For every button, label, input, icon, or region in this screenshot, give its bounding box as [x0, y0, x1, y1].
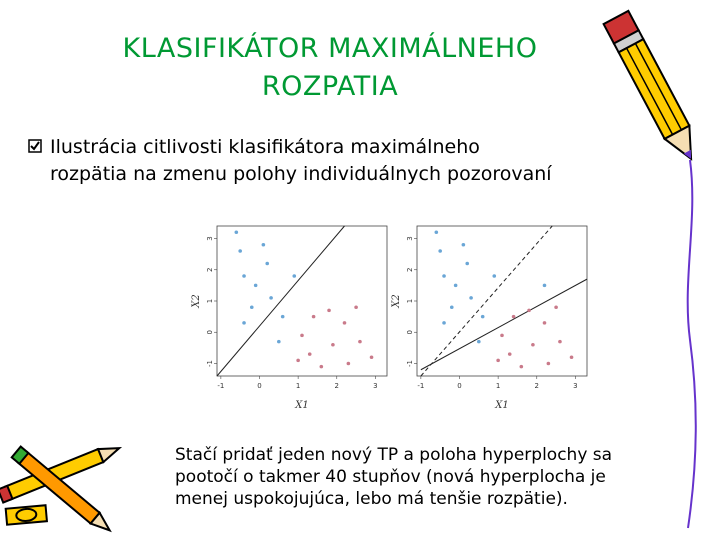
decorative-border-line — [676, 160, 706, 530]
y-tick-label: 2 — [206, 267, 214, 272]
data-point — [300, 334, 304, 338]
caption-line-3: menej uspokojujúca, lebo má tenšie rozpätie). — [175, 489, 568, 509]
data-point — [242, 274, 246, 278]
y-axis-label: X2 — [391, 294, 402, 308]
data-point — [235, 230, 239, 234]
data-point — [312, 315, 316, 319]
data-point — [454, 284, 458, 288]
data-point — [481, 315, 485, 319]
x-tick-label: -1 — [217, 382, 225, 390]
x-tick-label: 1 — [495, 382, 501, 390]
data-point — [265, 262, 269, 266]
x-axis-label: X1 — [495, 400, 509, 411]
data-point — [450, 305, 454, 309]
data-point — [462, 243, 466, 247]
data-point — [238, 249, 242, 253]
y-tick-label: -1 — [206, 360, 214, 367]
x-tick-label: 3 — [373, 382, 378, 390]
x-tick-label: 3 — [573, 382, 578, 390]
y-tick-label: 3 — [206, 236, 214, 241]
data-point — [543, 284, 547, 288]
data-point — [558, 340, 562, 344]
data-point — [442, 274, 446, 278]
data-point — [547, 362, 551, 366]
pencils-icon-small — [0, 430, 150, 530]
data-point — [570, 355, 574, 359]
data-point — [269, 296, 273, 300]
data-point — [465, 262, 469, 266]
data-point — [281, 315, 285, 319]
plot-frame — [417, 226, 587, 376]
data-point — [496, 359, 500, 363]
hyperplane-line — [421, 279, 587, 370]
y-tick-label: 1 — [206, 298, 214, 304]
data-point — [438, 249, 442, 253]
data-point — [469, 296, 473, 300]
y-tick-label: 1 — [406, 298, 414, 304]
caption-line-1: Stačí pridať jeden nový TP a poloha hyperplochy sa — [175, 445, 613, 465]
svm-scatter-plots — [191, 222, 585, 414]
y-tick-label: 2 — [406, 267, 414, 272]
data-point — [254, 284, 258, 288]
x-tick-label: 2 — [534, 382, 540, 390]
x-axis-label: X1 — [295, 400, 309, 411]
data-point — [347, 362, 351, 366]
x-tick-label: 1 — [295, 382, 301, 390]
data-point — [554, 305, 558, 309]
data-point — [262, 243, 266, 247]
bullet-text-line-2: rozpätia na zmenu polohy individuálnych pozorovaní — [50, 163, 552, 185]
data-point — [492, 274, 496, 278]
data-point — [358, 340, 362, 344]
y-tick-label: 0 — [206, 330, 214, 335]
caption-line-2: pootočí o takmer 40 stupňov (nová hyperplocha je — [175, 467, 606, 487]
data-point — [327, 309, 331, 313]
title-line-1: KLASIFIKÁTOR MAXIMÁLNEHO — [122, 33, 538, 64]
data-point — [527, 309, 531, 313]
data-point — [354, 305, 358, 309]
x-tick-label: -1 — [417, 382, 425, 390]
y-tick-label: 0 — [406, 330, 414, 335]
data-point — [500, 334, 504, 338]
caption — [175, 444, 675, 510]
data-point — [343, 321, 347, 325]
data-point — [477, 340, 481, 344]
data-point — [370, 355, 374, 359]
data-point — [442, 321, 446, 325]
data-point — [331, 343, 335, 347]
plot-frame — [217, 226, 387, 376]
x-tick-label: 2 — [334, 382, 340, 390]
hyperplane-line — [421, 226, 552, 376]
data-point — [531, 343, 535, 347]
data-point — [512, 315, 516, 319]
x-tick-label: 0 — [457, 382, 462, 390]
data-point — [292, 274, 296, 278]
bullet-text-line-1: Ilustrácia citlivosti klasifikátora maximálneho — [50, 136, 480, 158]
data-point — [250, 305, 254, 309]
data-point — [242, 321, 246, 325]
title-line-2: ROZPATIA — [261, 71, 399, 102]
data-point — [296, 359, 300, 363]
bullet-point — [28, 134, 668, 188]
data-point — [320, 365, 324, 369]
slide-title — [40, 30, 620, 106]
x-tick-label: 0 — [257, 382, 262, 390]
y-tick-label: -1 — [406, 360, 414, 367]
data-point — [435, 230, 439, 234]
data-point — [520, 365, 524, 369]
y-axis-label: X2 — [191, 294, 202, 308]
hyperplane-line — [217, 226, 345, 376]
checkbox-bullet-icon — [28, 139, 42, 153]
data-point — [308, 352, 312, 356]
data-point — [508, 352, 512, 356]
data-point — [543, 321, 547, 325]
data-point — [277, 340, 281, 344]
y-tick-label: 3 — [406, 236, 414, 241]
